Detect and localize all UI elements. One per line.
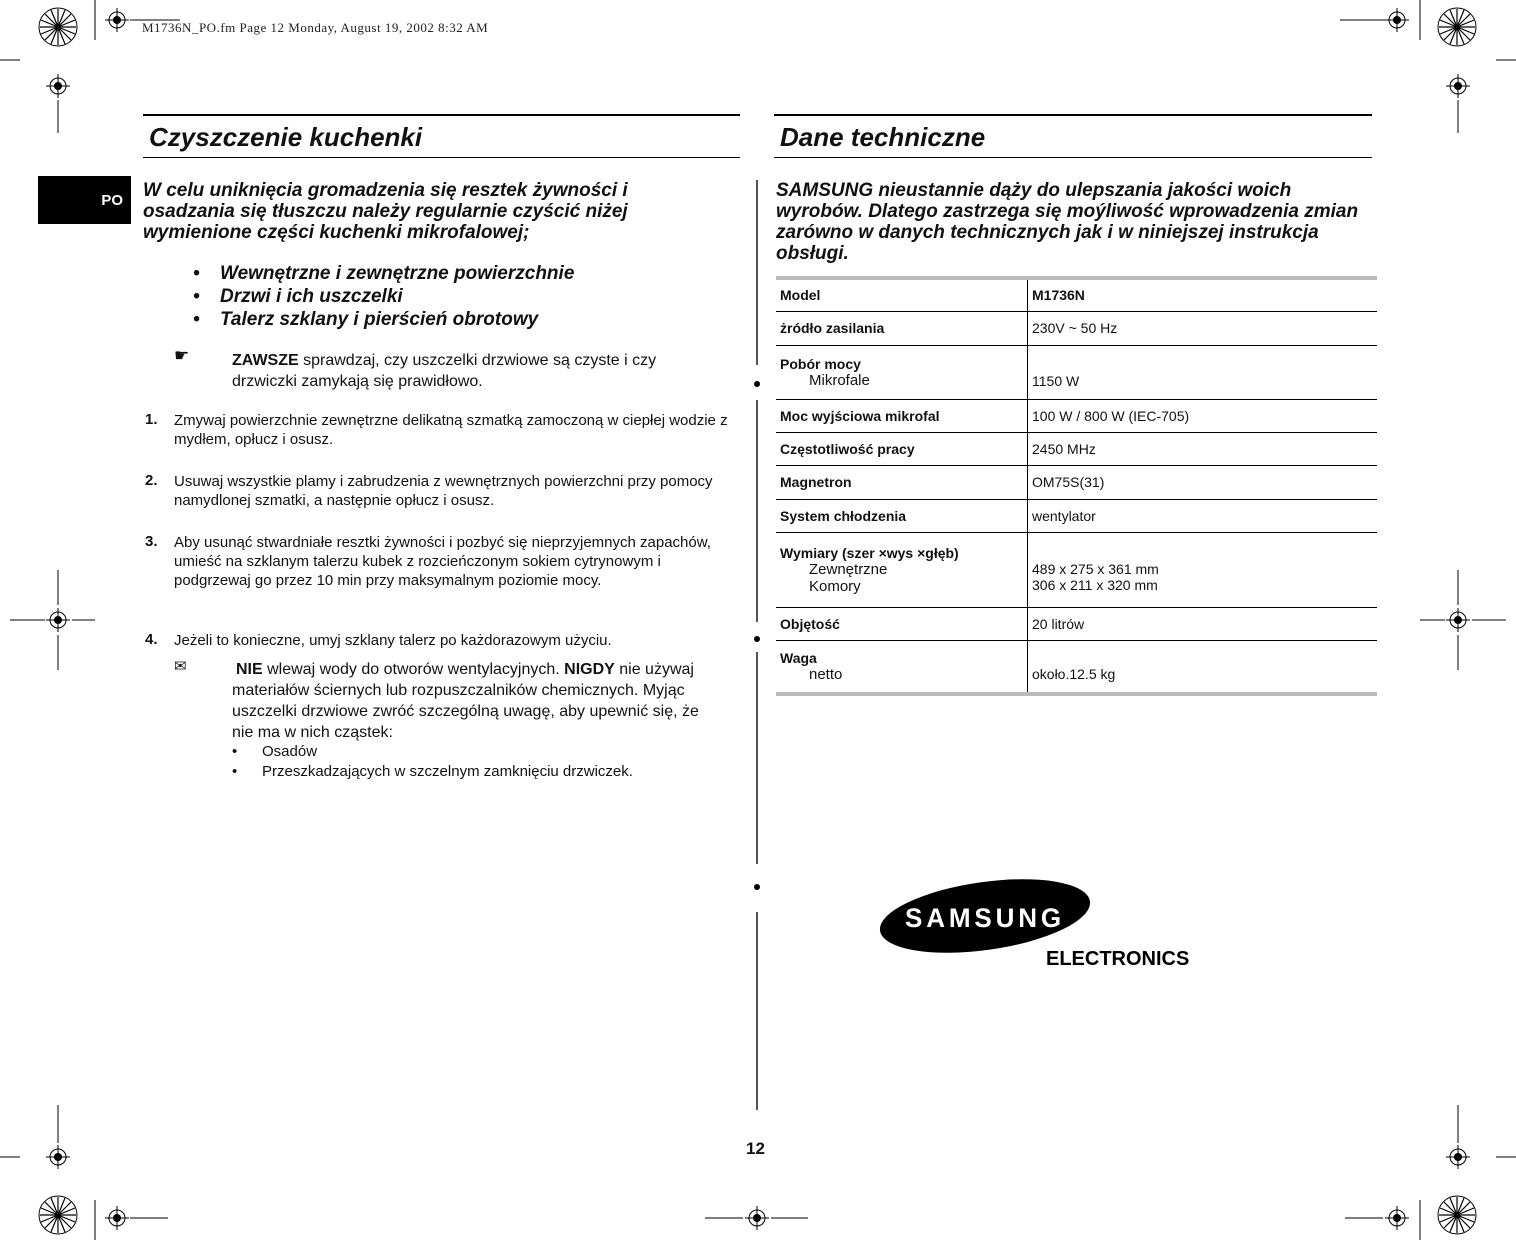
samsung-logo (878, 878, 1208, 973)
spec-value-line: 306 x 211 x 320 mm (1032, 576, 1158, 593)
spec-label: Moc wyjściowa mikrofal (776, 399, 1028, 432)
spec-label (776, 532, 1028, 607)
file-header: M1736N_PO.fm Page 12 Monday, August 19, 2002 8:32 AM (142, 20, 489, 35)
spec-label: Objętość (776, 607, 1028, 640)
list-item: • Przeszkadzających w szczelnym zamknięciu drzwiczek. (232, 762, 712, 782)
warning-icon: ✉ (174, 658, 187, 675)
divider-dot (754, 381, 760, 387)
always-note (232, 350, 722, 392)
column-divider (756, 180, 758, 365)
note-bold: ZAWSZE (232, 352, 299, 369)
spec-value: OM75S(31) (1028, 465, 1378, 499)
list-item: • Wewnętrzne i zewnętrzne powierzchnie (193, 262, 574, 285)
specs-intro: SAMSUNG nieustannie dąży do ulepszania jakości woich wyrobów. Dlatego zastrzega się moýliwość wprowadzenia zmian zarówno w danych technicznych jak i w niniejszej instrukcja obsługi. (776, 180, 1359, 264)
step-number: 4. (145, 631, 158, 648)
column-divider (756, 912, 758, 1110)
warning-text: wlewaj wody do otworów wentylacyjnych. (262, 661, 565, 678)
spec-label: żródło zasilania (776, 311, 1028, 345)
spec-label: Magnetron (776, 465, 1028, 499)
spec-value: 100 W / 800 W (IEC-705) (1028, 399, 1378, 432)
column-divider (756, 652, 758, 864)
warning-list (232, 742, 712, 782)
spec-value-line: 489 x 275 x 361 mm (1032, 560, 1159, 577)
step-text: Aby usunąć stwardniałe resztki żywności i pozbyć się nieprzyjemnych zapachów, umieść na szklanym talerzu kubek z rozcieńczonym sokiem cytrynowym i podgrzewaj go przez 10 min przy maksymalnym poziomie mocy. (174, 534, 711, 589)
divider-dot (754, 884, 760, 890)
spec-value: 230V ~ 50 Hz (1028, 311, 1378, 345)
spec-sublabel: Zewnętrzne (809, 560, 888, 578)
page-number: 12 (746, 1139, 765, 1158)
logo-brand: SAMSUNG (905, 903, 1065, 933)
spec-label-main: Pobór mocy (780, 355, 861, 372)
step-text: Usuwaj wszystkie plamy i zabrudzenia z wewnętrznych powierzchni przy pomocy namydlonej szmatki, a następnie opłucz i osusz. (174, 473, 713, 509)
spec-value: 20 litrów (1028, 607, 1378, 640)
step-text: Zmywaj powierzchnie zewnętrzne delikatną szmatką zamoczoną w ciepłej wodzie z mydłem, opłucz i osusz. (174, 412, 728, 448)
spec-value (1028, 532, 1378, 607)
table-row (776, 607, 1377, 640)
divider-dot (754, 636, 760, 642)
table-row (776, 532, 1377, 607)
section-title-specs: Dane techniczne (774, 114, 1372, 158)
table-row (776, 432, 1377, 465)
spec-label-main: Waga (780, 649, 817, 666)
spec-label-main: Wymiary (szer ×wys ×głęb) (780, 544, 959, 561)
logo-sub: ELECTRONICS (1046, 948, 1190, 970)
table-row (776, 311, 1377, 345)
specs-table (776, 276, 1377, 696)
table-row (776, 465, 1377, 499)
table-row (776, 345, 1377, 399)
table-row (776, 278, 1377, 311)
warning-note (232, 659, 712, 743)
table-row (776, 640, 1377, 694)
list-item: • Talerz szklany i pierścień obrotowy (193, 308, 574, 331)
spec-label (776, 640, 1028, 694)
note-text: sprawdzaj, czy uszczelki drzwiowe są czyste i czy drzwiczki zamykają się prawidłowo. (232, 352, 657, 390)
warning-bold: NIGDY (564, 661, 615, 678)
table-row (776, 499, 1377, 532)
spec-sublabel: Mikrofale (809, 371, 870, 389)
step-number: 1. (145, 411, 158, 428)
table-row (776, 399, 1377, 432)
spec-value: 2450 MHz (1028, 432, 1378, 465)
column-divider (756, 400, 758, 622)
spec-sublabel: netto (809, 665, 843, 683)
step-number: 3. (145, 533, 158, 550)
warning-bold: NIE (236, 661, 263, 678)
language-tab: PO (38, 176, 131, 224)
spec-value: wentylator (1028, 499, 1378, 532)
list-item: • Osadów (232, 742, 712, 762)
step-number: 2. (145, 472, 158, 489)
step-text: Jeżeli to konieczne, umyj szklany talerz po każdorazowym użyciu. (174, 632, 612, 649)
spec-label: Model (776, 278, 1028, 311)
cleaning-intro: W celu uniknięcia gromadzenia się resztek żywności i osadzania się tłuszczu należy regularnie czyścić niżej wymienione części kuchenki mikrofalowej; (143, 180, 628, 243)
cleaning-parts-list (193, 262, 574, 331)
spec-label: Częstotliwość pracy (776, 432, 1028, 465)
spec-value: 1150 W (1028, 345, 1378, 399)
spec-sublabel: Komory (809, 577, 861, 595)
warning-text: nie używaj materiałów ściernych lub rozpuszczalników chemicznych. Myjąc uszczelki drzwiowe zwróć szczególną uwagę, aby upewnić się, że nie ma w nich cząstek: (232, 661, 699, 741)
list-item: • Drzwi i ich uszczelki (193, 285, 574, 308)
section-title-cleaning: Czyszczenie kuchenki (143, 114, 740, 158)
spec-label: System chłodzenia (776, 499, 1028, 532)
spec-label (776, 345, 1028, 399)
spec-value: M1736N (1028, 278, 1378, 311)
spec-value: około.12.5 kg (1028, 640, 1378, 694)
pointing-hand-icon: ☛ (174, 346, 190, 365)
